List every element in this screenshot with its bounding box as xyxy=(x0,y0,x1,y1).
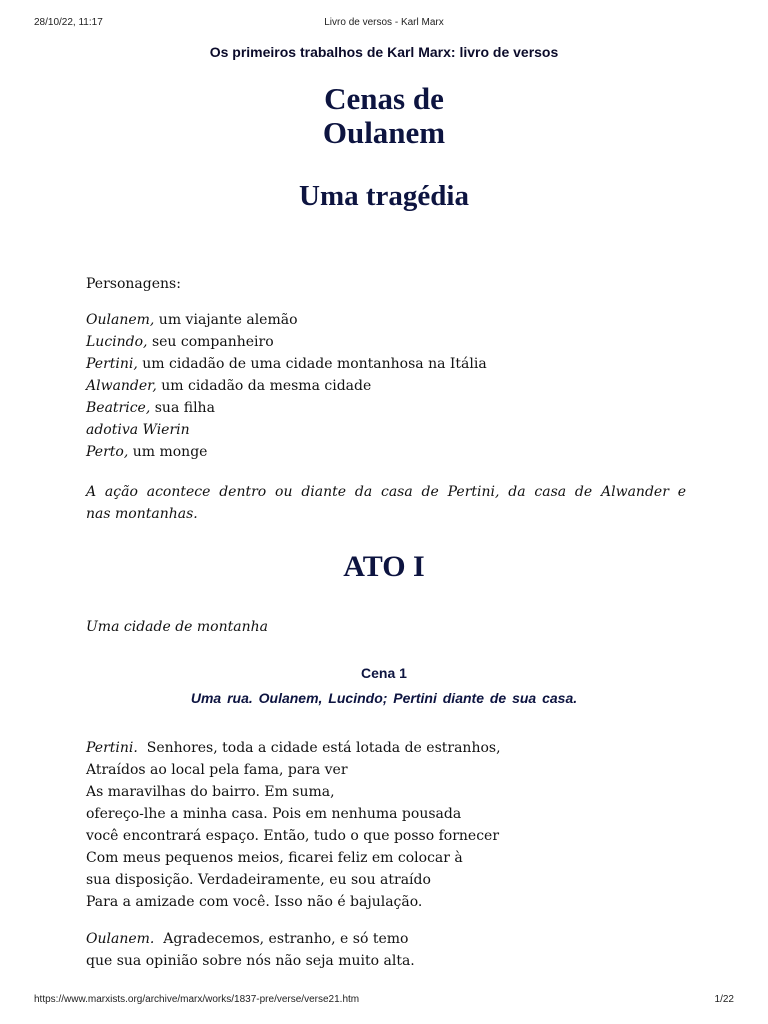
setting-note-line2: nas montanhas. xyxy=(86,506,198,522)
verse-line: ofereço-lhe a minha casa. Pois em nenhuma pousada xyxy=(86,806,462,822)
persona-name: Pertini, xyxy=(86,356,138,372)
persona-desc: seu companheiro xyxy=(147,334,274,350)
persona-name: Oulanem, xyxy=(86,312,155,328)
verse-line xyxy=(86,931,408,947)
personae-label: Personagens: xyxy=(86,276,181,292)
speech-line: Agradecemos, estranho, e só temo xyxy=(163,931,409,947)
persona-name: Lucindo, xyxy=(86,334,148,350)
persona-item xyxy=(86,334,274,350)
verse-line: As maravilhas do bairro. Em suma, xyxy=(86,784,335,800)
verse-line: você encontrará espaço. Então, tudo o que posso fornecer xyxy=(86,828,500,844)
print-header xyxy=(0,17,768,31)
print-datetime: 28/10/22, 11:17 xyxy=(34,17,103,28)
persona-desc: sua filha xyxy=(150,400,215,416)
speaker-name: Pertini. xyxy=(86,740,138,756)
print-page-number: 1/22 xyxy=(714,994,734,1005)
speaker-name: Oulanem. xyxy=(86,931,155,947)
scene-title: Cena 1 xyxy=(361,665,407,681)
persona-item xyxy=(86,444,207,460)
speech-line: Senhores, toda a cidade está lotada de estranhos, xyxy=(146,740,501,756)
work-title-line1: Cenas de xyxy=(324,81,444,116)
persona-item xyxy=(86,378,371,394)
print-footer xyxy=(0,994,768,1008)
persona-item xyxy=(86,356,487,372)
act-setting: Uma cidade de montanha xyxy=(86,619,268,635)
persona-desc: um monge xyxy=(128,444,208,460)
persona-name: Beatrice, xyxy=(86,400,151,416)
persona-item xyxy=(86,422,190,438)
persona-desc: um viajante alemão xyxy=(154,312,298,328)
persona-desc: um cidadão de uma cidade montanhosa na Itália xyxy=(137,356,487,372)
work-title-line2: Oulanem xyxy=(322,115,446,150)
persona-name: Perto, xyxy=(86,444,129,460)
persona-desc: um cidadão da mesma cidade xyxy=(156,378,372,394)
site-title: Os primeiros trabalhos de Karl Marx: livro de versos xyxy=(209,44,559,60)
work-title xyxy=(0,82,768,150)
persona-item xyxy=(86,400,215,416)
act-title: ATO I xyxy=(343,550,425,583)
setting-note xyxy=(86,481,686,525)
work-subtitle: Uma tragédia xyxy=(299,180,469,212)
print-page-title: Livro de versos - Karl Marx xyxy=(324,17,444,28)
persona-item xyxy=(86,312,298,328)
verse-line: Atraídos ao local pela fama, para ver xyxy=(86,762,348,778)
print-url: https://www.marxists.org/archive/marx/works/1837-pre/verse/verse21.htm xyxy=(34,994,360,1005)
persona-name: Alwander, xyxy=(86,378,157,394)
verse-line: que sua opinião sobre nós não seja muito alta. xyxy=(86,953,415,969)
scene-direction: Uma rua. Oulanem, Lucindo; Pertini diante de sua casa. xyxy=(190,690,578,706)
verse-line: sua disposição. Verdadeiramente, eu sou atraído xyxy=(86,872,431,888)
verse-line: Com meus pequenos meios, ficarei feliz em colocar à xyxy=(86,850,463,866)
setting-note-line1: A ação acontece dentro ou diante da casa de Pertini, da casa de Alwander e xyxy=(86,484,686,500)
persona-name: adotiva Wierin xyxy=(86,422,190,438)
verse-line: Para a amizade com você. Isso não é bajulação. xyxy=(86,894,423,910)
verse-line xyxy=(86,740,501,756)
